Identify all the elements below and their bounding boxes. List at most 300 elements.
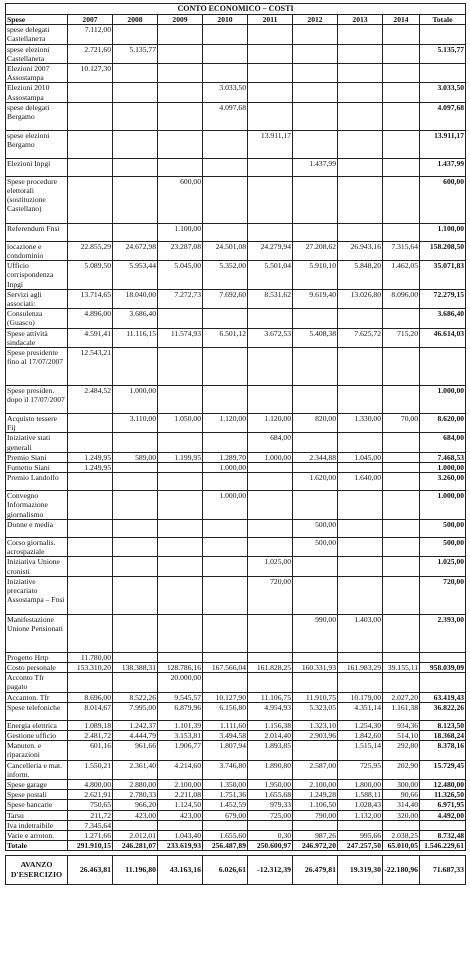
value-cell: 5.352,00: [203, 261, 248, 290]
value-cell: [203, 64, 248, 83]
row-total-cell: [420, 348, 466, 386]
value-cell: 1.045,00: [338, 452, 383, 462]
value-cell: 1.950,00: [248, 779, 293, 789]
value-cell: 1.050,00: [158, 414, 203, 433]
value-cell: [383, 673, 420, 692]
row-total-cell: 1.000,00: [420, 386, 466, 414]
row-total-cell: 1.025,00: [420, 557, 466, 576]
value-cell: [338, 673, 383, 692]
value-cell: 514,10: [383, 730, 420, 740]
value-cell: [293, 130, 338, 158]
value-cell: [338, 130, 383, 158]
value-cell: 9.545,57: [158, 692, 203, 702]
value-cell: 1.000,00: [113, 386, 158, 414]
value-cell: 979,33: [248, 800, 293, 810]
value-cell: 128.786,16: [158, 662, 203, 672]
row-total-cell: 1.000,00: [420, 491, 466, 520]
value-cell: 715,20: [383, 328, 420, 347]
value-cell: 7.315,64: [383, 241, 420, 260]
row-total-cell: 5.135,77: [420, 44, 466, 63]
value-cell: [113, 576, 158, 614]
value-cell: [293, 176, 338, 223]
value-cell: 1.249,95: [68, 452, 113, 462]
table-row: [6, 414, 466, 433]
value-cell: [338, 64, 383, 83]
table-row: [6, 537, 466, 556]
value-cell: 1.437,99: [293, 158, 338, 176]
value-cell: [158, 557, 203, 576]
value-cell: 13.911,17: [248, 130, 293, 158]
value-cell: [383, 614, 420, 652]
value-cell: 1.132,00: [338, 810, 383, 820]
value-cell: 8.014,67: [68, 702, 113, 720]
value-cell: [338, 386, 383, 414]
avanzo-table: [5, 855, 466, 885]
value-cell: [113, 130, 158, 158]
value-cell: [113, 64, 158, 83]
value-cell: 20.000,00: [158, 673, 203, 692]
value-cell: 1.515,14: [338, 741, 383, 760]
value-cell: 790,00: [293, 810, 338, 820]
value-cell: 1.000,00: [203, 463, 248, 473]
table-row: [6, 576, 466, 614]
value-cell: [113, 652, 158, 662]
totals-cell: 291.910,15: [68, 841, 113, 851]
table-row: [6, 130, 466, 158]
row-label: Acconto Tfr pagato: [6, 673, 68, 692]
value-cell: 1.890,80: [248, 760, 293, 779]
value-cell: 4.800,00: [68, 779, 113, 789]
row-label: Spese presiden. dopo il 17/07/2007: [6, 386, 68, 414]
value-cell: 1.588,11: [338, 790, 383, 800]
value-cell: [338, 102, 383, 130]
value-cell: [293, 64, 338, 83]
row-label: Ufficio corrispondenza Inpgi: [6, 261, 68, 290]
value-cell: 2.100,00: [293, 779, 338, 789]
row-label: Corso giornalis. acrospaziale: [6, 537, 68, 556]
value-cell: [383, 176, 420, 223]
value-cell: 167.566,04: [203, 662, 248, 672]
value-cell: [383, 519, 420, 537]
value-cell: 11.106,75: [248, 692, 293, 702]
table-row: [6, 557, 466, 576]
value-cell: 7.995,00: [113, 702, 158, 720]
value-cell: 1.655,60: [203, 830, 248, 840]
value-cell: 3.110,00: [113, 414, 158, 433]
value-cell: 13.714,65: [68, 289, 113, 308]
value-cell: [113, 158, 158, 176]
value-cell: 11.574,93: [158, 328, 203, 347]
totals-cell: 233.619,93: [158, 841, 203, 851]
value-cell: 5.848,20: [338, 261, 383, 290]
value-cell: [383, 348, 420, 386]
value-cell: [203, 473, 248, 491]
value-cell: 2.721,60: [68, 44, 113, 63]
value-cell: [68, 433, 113, 452]
value-cell: 153.310,20: [68, 662, 113, 672]
value-cell: 3.153,81: [158, 730, 203, 740]
value-cell: [113, 491, 158, 520]
value-cell: [293, 309, 338, 328]
row-total-cell: 11.326,50: [420, 790, 466, 800]
avanzo-cell: 11.196,80: [113, 856, 158, 885]
value-cell: [293, 463, 338, 473]
value-cell: [293, 102, 338, 130]
value-cell: [68, 130, 113, 158]
value-cell: [293, 25, 338, 44]
table-row: [6, 830, 466, 840]
table-row: [6, 519, 466, 537]
value-cell: 7.345,64: [68, 820, 113, 830]
value-cell: 1.751,36: [203, 790, 248, 800]
value-cell: 934,36: [383, 720, 420, 730]
value-cell: [248, 614, 293, 652]
value-cell: [68, 83, 113, 102]
value-cell: [383, 102, 420, 130]
value-cell: [158, 83, 203, 102]
value-cell: 601,16: [68, 741, 113, 760]
table-row: [6, 491, 466, 520]
value-cell: [383, 309, 420, 328]
totals-row: [6, 841, 466, 851]
value-cell: [113, 557, 158, 576]
row-total-cell: [420, 64, 466, 83]
value-cell: [158, 309, 203, 328]
table-row: [6, 289, 466, 308]
row-total-cell: 72.279,15: [420, 289, 466, 308]
row-total-cell: 12.480,00: [420, 779, 466, 789]
avanzo-cell: 43.163,16: [158, 856, 203, 885]
value-cell: [383, 64, 420, 83]
value-cell: 24.672,98: [113, 241, 158, 260]
value-cell: 2.361,40: [113, 760, 158, 779]
value-cell: [248, 158, 293, 176]
table-row: [6, 452, 466, 462]
value-cell: 4.444,79: [113, 730, 158, 740]
row-total-cell: [420, 820, 466, 830]
value-cell: 4.214,60: [158, 760, 203, 779]
row-label: spese delegati Castellanета: [6, 25, 68, 44]
value-cell: 720,00: [248, 576, 293, 614]
table-row: [6, 473, 466, 491]
value-cell: 820,00: [293, 414, 338, 433]
row-label: Cancelleria e mat. inform.: [6, 760, 68, 779]
value-cell: [383, 433, 420, 452]
value-cell: 2.012,01: [113, 830, 158, 840]
value-cell: [293, 652, 338, 662]
value-cell: [68, 537, 113, 556]
value-cell: [248, 491, 293, 520]
grand-total-cell: 1.546.229,61: [420, 841, 466, 851]
value-cell: 1.242,37: [113, 720, 158, 730]
value-cell: 1.893,85: [248, 741, 293, 760]
value-cell: 2.587,00: [293, 760, 338, 779]
row-label: Premio Siani: [6, 452, 68, 462]
row-total-cell: 600,00: [420, 176, 466, 223]
table-row: [6, 348, 466, 386]
value-cell: 2.100,00: [158, 779, 203, 789]
value-cell: [158, 473, 203, 491]
value-cell: 5.408,38: [293, 328, 338, 347]
value-cell: 3.686,40: [113, 309, 158, 328]
row-total-cell: 958.039,09: [420, 662, 466, 672]
value-cell: 4.591,41: [68, 328, 113, 347]
table-row: [6, 692, 466, 702]
value-cell: 1.620,00: [293, 473, 338, 491]
row-label: Costo personale: [6, 662, 68, 672]
table-row: [6, 261, 466, 290]
value-cell: [158, 64, 203, 83]
table-row: [6, 760, 466, 779]
table-row: [6, 241, 466, 260]
value-cell: [248, 176, 293, 223]
value-cell: [248, 537, 293, 556]
value-cell: 2.903,96: [293, 730, 338, 740]
row-total-cell: 1.437,99: [420, 158, 466, 176]
table-row: [6, 652, 466, 662]
totals-cell: 246.281,07: [113, 841, 158, 851]
table-row: [6, 779, 466, 789]
value-cell: 423,00: [158, 810, 203, 820]
row-label: spese elezioni Castellaneta: [6, 44, 68, 63]
value-cell: 11.780,00: [68, 652, 113, 662]
value-cell: 10.179,00: [338, 692, 383, 702]
value-cell: 1.350,00: [203, 779, 248, 789]
value-cell: [383, 158, 420, 176]
row-label: spese delegati Bergamo: [6, 102, 68, 130]
value-cell: [338, 519, 383, 537]
row-label: spese elezioni Bergamo: [6, 130, 68, 158]
value-cell: 1.323,10: [293, 720, 338, 730]
value-cell: [338, 83, 383, 102]
row-label: Energia elettrica: [6, 720, 68, 730]
value-cell: 8.531,62: [248, 289, 293, 308]
value-cell: 1.111,60: [203, 720, 248, 730]
value-cell: [158, 130, 203, 158]
value-cell: [203, 519, 248, 537]
value-cell: 18.040,00: [113, 289, 158, 308]
row-label: Spese procedure elettorali (sostituzione Castellano): [6, 176, 68, 223]
value-cell: [68, 557, 113, 576]
value-cell: 4.351,14: [338, 702, 383, 720]
row-total-cell: 3.033,50: [420, 83, 466, 102]
row-total-cell: 500,00: [420, 537, 466, 556]
value-cell: [158, 820, 203, 830]
value-cell: [293, 576, 338, 614]
value-cell: [203, 386, 248, 414]
row-label: Varie e arroton.: [6, 830, 68, 840]
value-cell: [113, 223, 158, 241]
value-cell: 27.208,62: [293, 241, 338, 260]
row-total-cell: 36.822,26: [420, 702, 466, 720]
value-cell: 5.910,10: [293, 261, 338, 290]
value-cell: [158, 652, 203, 662]
value-cell: 22.855,29: [68, 241, 113, 260]
value-cell: 12.543,21: [68, 348, 113, 386]
value-cell: 1.254,30: [338, 720, 383, 730]
row-label: Gestione ufficio: [6, 730, 68, 740]
value-cell: [158, 537, 203, 556]
table-row: [6, 328, 466, 347]
value-cell: 5.135,77: [113, 44, 158, 63]
value-cell: [203, 44, 248, 63]
value-cell: 4.954,93: [248, 702, 293, 720]
row-total-cell: 3.260,00: [420, 473, 466, 491]
value-cell: 1.025,00: [248, 557, 293, 576]
value-cell: 5.323,05: [293, 702, 338, 720]
value-cell: 1.000,00: [203, 491, 248, 520]
row-total-cell: 15.729,45: [420, 760, 466, 779]
value-cell: [203, 433, 248, 452]
value-cell: 6.501,12: [203, 328, 248, 347]
value-cell: [113, 83, 158, 102]
value-cell: [338, 309, 383, 328]
row-total-cell: 4.492,00: [420, 810, 466, 820]
value-cell: 500,00: [293, 519, 338, 537]
header-spese: Spese: [6, 15, 68, 25]
value-cell: 1.640,00: [338, 473, 383, 491]
value-cell: [113, 537, 158, 556]
value-cell: [248, 519, 293, 537]
value-cell: 1.101,39: [158, 720, 203, 730]
value-cell: [203, 25, 248, 44]
value-cell: [158, 158, 203, 176]
table-row: [6, 614, 466, 652]
value-cell: [383, 223, 420, 241]
value-cell: 4.097,68: [203, 102, 248, 130]
value-cell: [113, 25, 158, 44]
value-cell: [158, 433, 203, 452]
value-cell: 1.156,38: [248, 720, 293, 730]
header-2009: 2009: [158, 15, 203, 25]
avanzo-cell: 26.479,81: [293, 856, 338, 885]
value-cell: 2.014,40: [248, 730, 293, 740]
value-cell: 1.655,68: [248, 790, 293, 800]
value-cell: 7.272,73: [158, 289, 203, 308]
totals-cell: 65.010,05: [383, 841, 420, 851]
value-cell: [383, 463, 420, 473]
value-cell: 320,00: [383, 810, 420, 820]
value-cell: 423,00: [113, 810, 158, 820]
avanzo-cell: 26.463,81: [68, 856, 113, 885]
value-cell: [293, 491, 338, 520]
row-total-cell: 35.071,83: [420, 261, 466, 290]
row-label: locazione e condominio: [6, 241, 68, 260]
value-cell: [68, 614, 113, 652]
table-row: [6, 223, 466, 241]
value-cell: [248, 223, 293, 241]
value-cell: 5.089,50: [68, 261, 113, 290]
value-cell: 4.896,00: [68, 309, 113, 328]
value-cell: [68, 673, 113, 692]
value-cell: 26.943,16: [338, 241, 383, 260]
header-2007: 2007: [68, 15, 113, 25]
value-cell: [383, 491, 420, 520]
value-cell: [158, 614, 203, 652]
row-label: Fumetto Siani: [6, 463, 68, 473]
value-cell: 2.211,08: [158, 790, 203, 800]
value-cell: 1.120,00: [248, 414, 293, 433]
value-cell: 7.625,72: [338, 328, 383, 347]
value-cell: [158, 386, 203, 414]
row-label: Spese bancarie: [6, 800, 68, 810]
value-cell: 39.155,11: [383, 662, 420, 672]
value-cell: [203, 576, 248, 614]
value-cell: [293, 820, 338, 830]
row-total-cell: 4.097,68: [420, 102, 466, 130]
value-cell: 1.452,59: [203, 800, 248, 810]
row-total-cell: 3.686,40: [420, 309, 466, 328]
value-cell: 1.100,00: [158, 223, 203, 241]
row-label: Manuten. e riparazioni: [6, 741, 68, 760]
value-cell: 961,66: [113, 741, 158, 760]
value-cell: 5.953,44: [113, 261, 158, 290]
value-cell: [68, 491, 113, 520]
row-label: Acquisto tessere Fij: [6, 414, 68, 433]
row-label: Referendum Fnsi: [6, 223, 68, 241]
row-label: Servizi agli associati:: [6, 289, 68, 308]
value-cell: 13.026,80: [338, 289, 383, 308]
value-cell: [158, 44, 203, 63]
avanzo-cell: 6.026,61: [203, 856, 248, 885]
table-row: [6, 176, 466, 223]
row-label: Progetto Hrtp: [6, 652, 68, 662]
value-cell: [113, 176, 158, 223]
row-total-cell: 2.393,00: [420, 614, 466, 652]
value-cell: 966,20: [113, 800, 158, 810]
row-total-cell: 1.100,00: [420, 223, 466, 241]
value-cell: [338, 537, 383, 556]
row-label: Elezioni 2007 Assostampa: [6, 64, 68, 83]
value-cell: 1.271,66: [68, 830, 113, 840]
row-total-cell: 13.911,17: [420, 130, 466, 158]
value-cell: [68, 414, 113, 433]
value-cell: 1.028,43: [338, 800, 383, 810]
value-cell: 1.550,21: [68, 760, 113, 779]
value-cell: 2.038,25: [383, 830, 420, 840]
value-cell: 24.279,94: [248, 241, 293, 260]
table-body: [6, 25, 466, 841]
value-cell: [338, 176, 383, 223]
value-cell: 1.089,18: [68, 720, 113, 730]
table-row: [6, 790, 466, 800]
value-cell: 211,72: [68, 810, 113, 820]
table-title-row: [6, 4, 466, 15]
row-total-cell: 63.419,43: [420, 692, 466, 702]
value-cell: [248, 473, 293, 491]
value-cell: [158, 576, 203, 614]
header-2008: 2008: [113, 15, 158, 25]
value-cell: [383, 452, 420, 462]
value-cell: 1.199,95: [158, 452, 203, 462]
row-label: Consulenza (Guasco): [6, 309, 68, 328]
value-cell: [293, 557, 338, 576]
value-cell: [293, 348, 338, 386]
value-cell: [338, 463, 383, 473]
value-cell: [383, 820, 420, 830]
value-cell: [113, 463, 158, 473]
value-cell: [338, 576, 383, 614]
avanzo-cell: -22.180,96: [383, 856, 420, 885]
value-cell: 589,00: [113, 452, 158, 462]
value-cell: 5.501,04: [248, 261, 293, 290]
value-cell: 1.249,95: [68, 463, 113, 473]
value-cell: [113, 673, 158, 692]
value-cell: [338, 491, 383, 520]
value-cell: [248, 463, 293, 473]
value-cell: 1.124,50: [158, 800, 203, 810]
table-row: [6, 158, 466, 176]
